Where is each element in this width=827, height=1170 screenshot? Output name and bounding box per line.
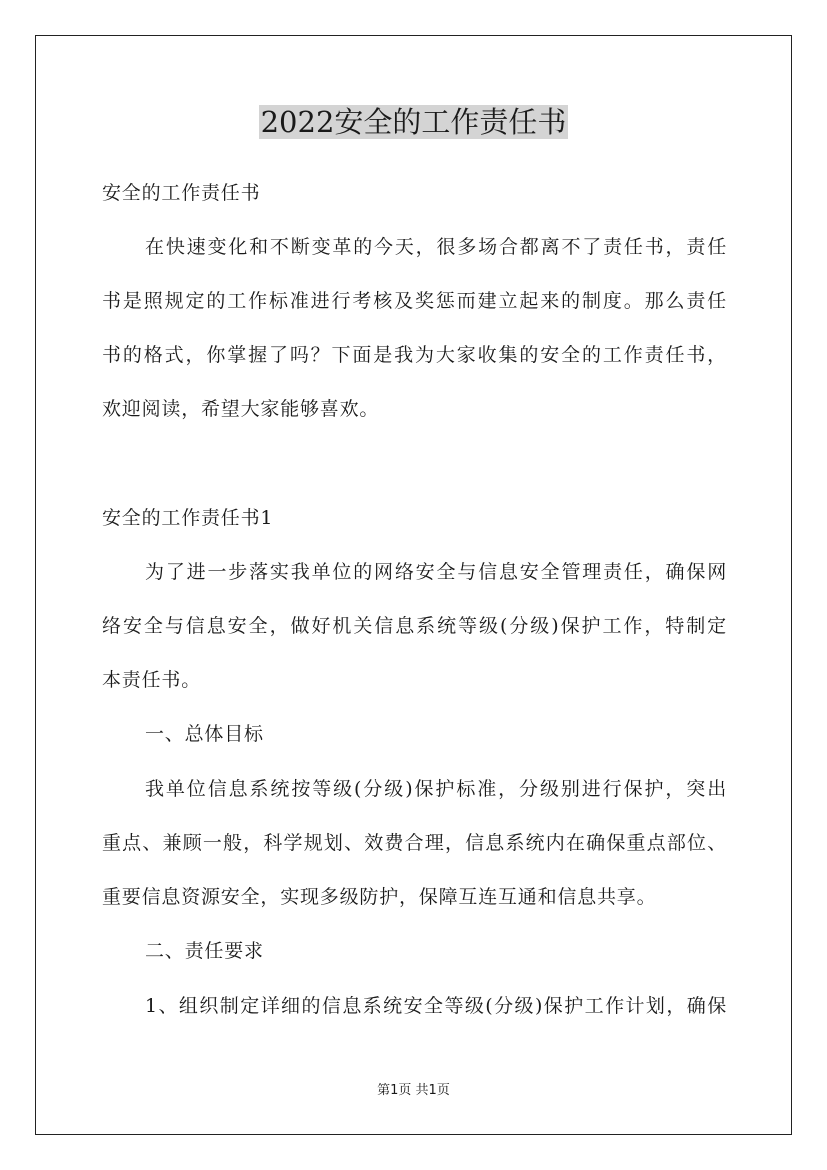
document-title-text: 2022安全的工作责任书 xyxy=(260,105,567,139)
paragraph-line: 重要信息资源安全，实现多级防护，保障互连互通和信息共享。 xyxy=(102,886,657,908)
paragraph-line: 书是照规定的工作标准进行考核及奖惩而建立起来的制度。那么责任 xyxy=(102,290,727,312)
section-heading: 安全的工作责任书 xyxy=(102,182,261,204)
subsection-heading: 二、责任要求 xyxy=(145,940,264,962)
paragraph-line: 1、组织制定详细的信息系统安全等级(分级)保护工作计划，确保 xyxy=(145,995,727,1017)
paragraph-line: 重点、兼顾一般，科学规划、效费合理，信息系统内在确保重点部位、 xyxy=(102,832,727,854)
subsection-heading: 一、总体目标 xyxy=(145,723,264,745)
paragraph-line: 书的格式，你掌握了吗？下面是我为大家收集的安全的工作责任书， xyxy=(102,344,727,366)
paragraph-line: 在快速变化和不断变革的今天，很多场合都离不了责任书，责任 xyxy=(145,236,727,258)
page-footer: 第1页 共1页 xyxy=(377,1083,450,1098)
document-title xyxy=(0,100,827,144)
paragraph-line: 欢迎阅读，希望大家能够喜欢。 xyxy=(102,398,380,420)
paragraph-line: 为了进一步落实我单位的网络安全与信息安全管理责任，确保网 xyxy=(145,561,727,583)
paragraph-line: 络安全与信息安全，做好机关信息系统等级(分级)保护工作，特制定 xyxy=(102,615,727,637)
paragraph-line: 本责任书。 xyxy=(102,669,202,691)
paragraph-line: 我单位信息系统按等级(分级)保护标准，分级别进行保护，突出 xyxy=(145,778,727,800)
section-heading: 安全的工作责任书1 xyxy=(102,507,274,529)
